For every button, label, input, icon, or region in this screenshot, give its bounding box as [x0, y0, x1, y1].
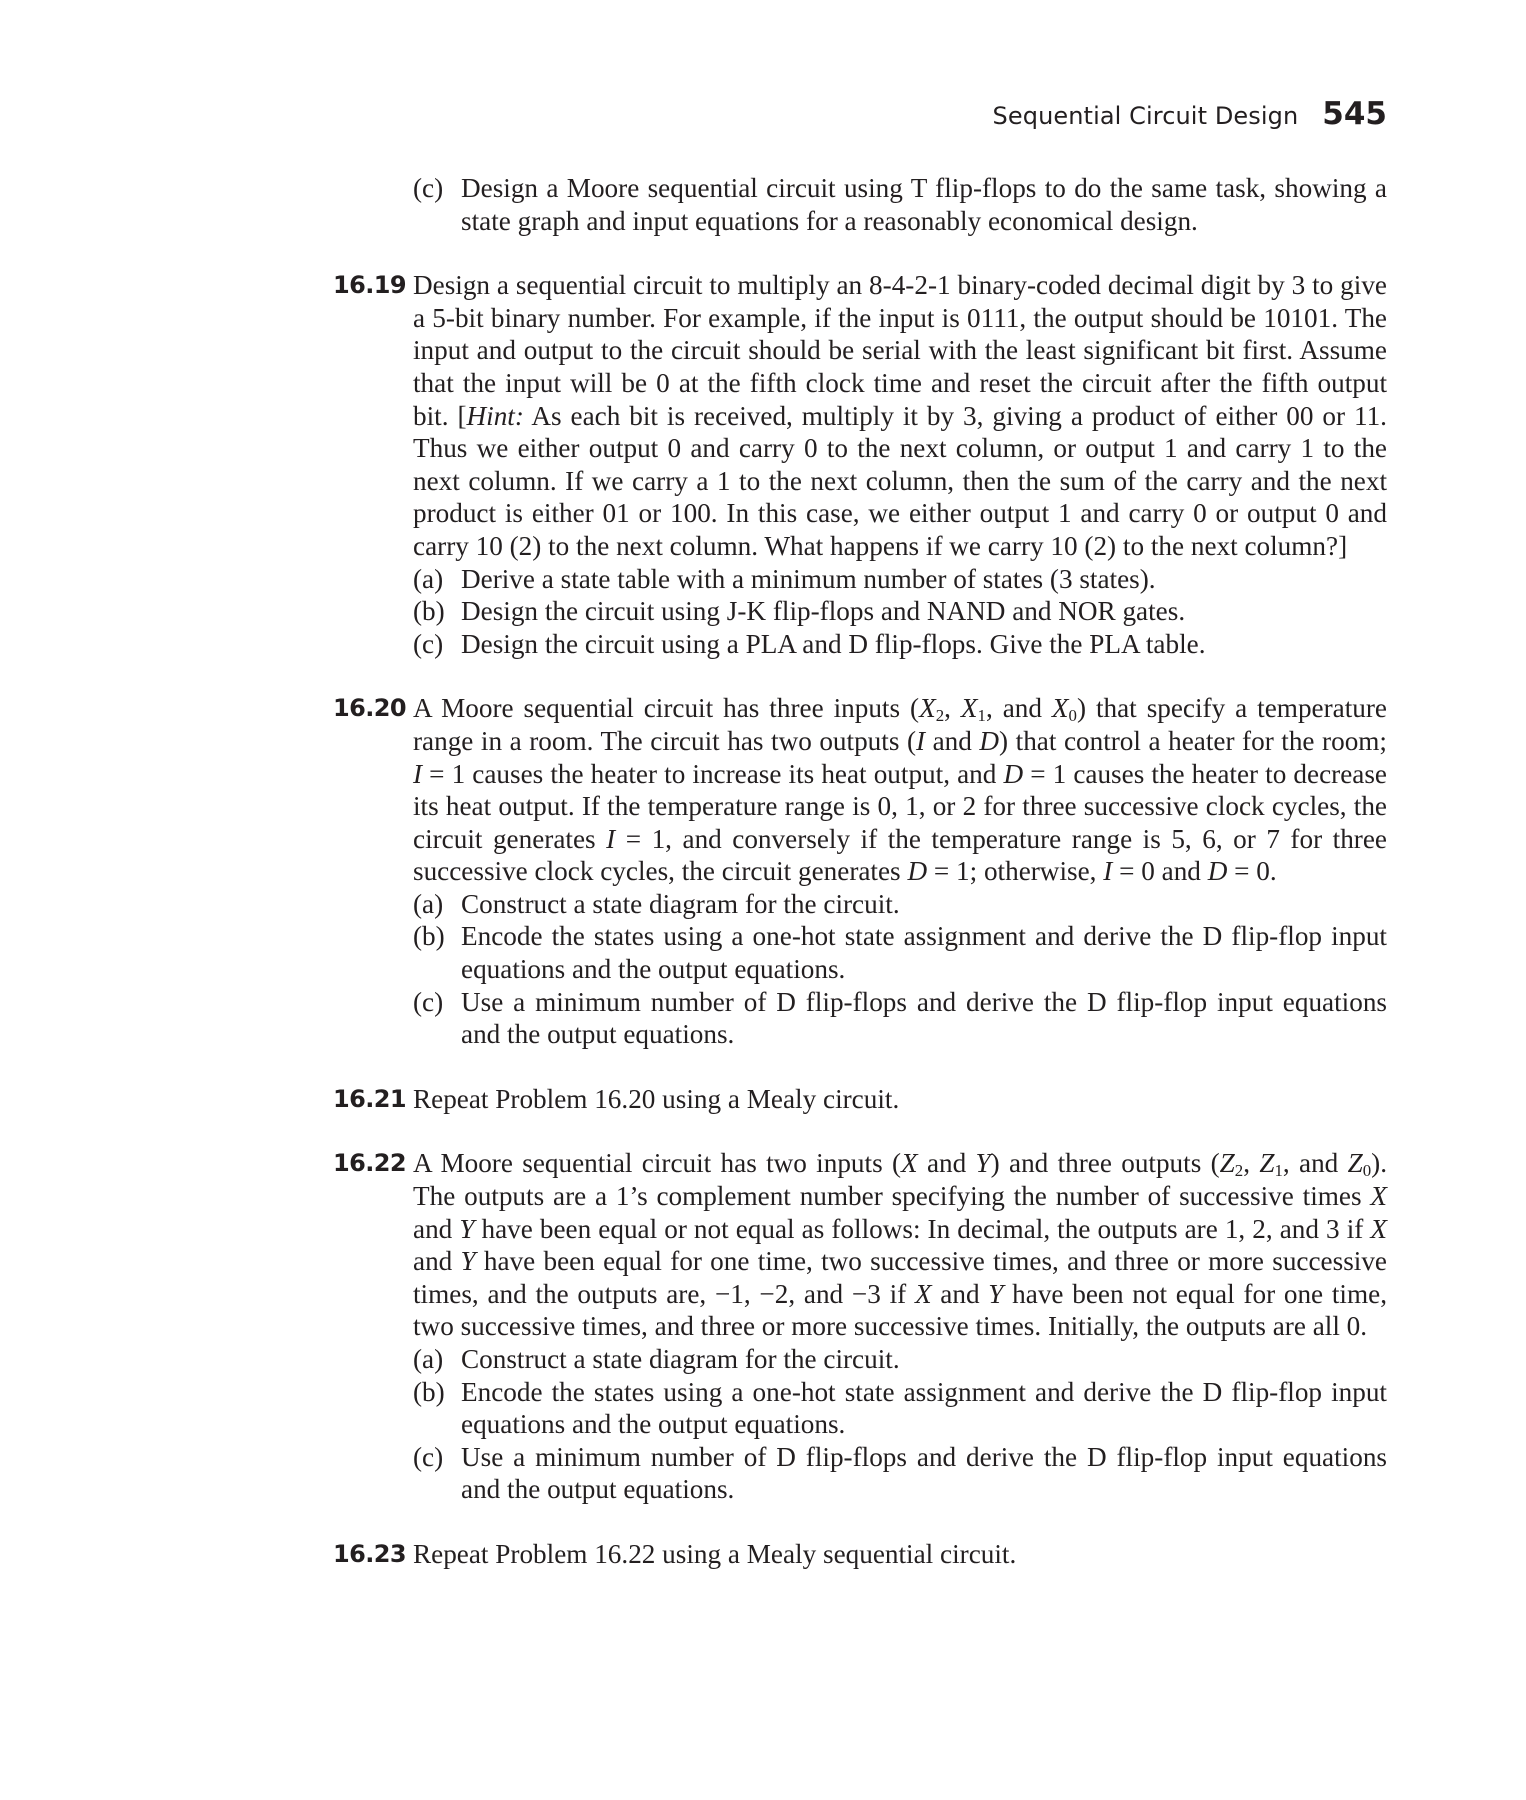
problem-16-22 [333, 1147, 1387, 1506]
problem-number: 16.23 [333, 1539, 406, 1568]
problem-statement: A Moore sequential circuit has two inputs (X and Y) and three outputs ($Z_2$, $Z_1$, and $Z_0$). The outputs are a 1’s complement number specifying the number of successive times X and Y have been equal or not equal as follows: In decimal, the outputs are 1, 2, and 3 if X and Y have been equal for one time, two successive times, and three or more successive times, and the outputs are, −1, −2, and −3 if X and Y have been not equal for one time, two successive times, and three or more successive times. Initially, the outputs are all 0. [413, 1148, 1387, 1342]
problem-number: 16.19 [333, 271, 406, 300]
subpart-b [413, 920, 1387, 985]
subpart-label: (c) [413, 986, 444, 1017]
page-content [333, 172, 1387, 1603]
subpart-text: Use a minimum number of D flip-flops and derive the D flip-flop input equations and the output equations. [461, 986, 1387, 1050]
subpart-c [413, 986, 1387, 1051]
subpart-label: (a) [413, 888, 444, 919]
problem-statement: Repeat Problem 16.22 using a Mealy sequential circuit. [413, 1538, 1017, 1569]
page-number: 545 [1322, 96, 1387, 132]
subpart-text: Construct a state diagram for the circuit. [461, 888, 900, 919]
subpart-a [413, 563, 1387, 596]
subpart-text: Encode the states using a one-hot state assignment and derive the D flip-flop input equations and the output equations. [461, 1376, 1387, 1440]
subpart-text: Design the circuit using J-K flip-flops and NAND and NOR gates. [461, 596, 1186, 627]
problem-16-19 [333, 269, 1387, 660]
problem-16-20 [333, 692, 1387, 1051]
problem-number: 16.20 [333, 694, 406, 723]
subpart-label: (b) [413, 596, 445, 627]
statement-text: As each bit is received, multiply it by 3, giving a product of either 00 or 11. Thus we either output 0 and carry 0 to the next column, or output 1 and carry 1 to the next column. If we carry a 1 to the next column, then the sum of the carry and the next product is either 01 or 100. In this case, we either output 1 and carry 0 or output 0 and carry 10 (2) to the next column. What happens if we carry 10 (2) to the next column?] [413, 400, 1387, 561]
subpart-label: (b) [413, 1376, 445, 1407]
running-header [993, 96, 1387, 132]
subpart-text: Design the circuit using a PLA and D flip-flops. Give the PLA table. [461, 628, 1206, 659]
subpart-a [413, 1343, 1387, 1376]
problem-statement: Repeat Problem 16.20 using a Mealy circuit. [413, 1083, 900, 1114]
subpart-text: Encode the states using a one-hot state assignment and derive the D flip-flop input equations and the output equations. [461, 921, 1387, 985]
problem-16-23 [333, 1538, 1387, 1571]
subpart-label: (b) [413, 921, 445, 952]
subpart-label: (a) [413, 563, 444, 594]
subpart-c [413, 1441, 1387, 1506]
statement-text: Design a sequential circuit to multiply an 8-4-2-1 binary-coded decimal digit by 3 to give a 5-bit binary number. For example, if the input is 0111, the output should be 10101. The input and output to the circuit should be serial with the least significant bit first. Assume that the input will be 0 at the fifth clock time and reset the circuit after the fifth output bit. [ [413, 270, 1387, 431]
subpart-text: Design a Moore sequential circuit using T flip-flops to do the same task, showing a state graph and input equations for a reasonably economical design. [461, 173, 1387, 236]
subpart-label: (c) [413, 1441, 444, 1472]
subpart-c [413, 172, 1387, 237]
subpart-c [413, 628, 1387, 661]
hint-label: Hint: [466, 400, 524, 431]
problem-number: 16.21 [333, 1084, 406, 1113]
problem-number: 16.22 [333, 1149, 406, 1178]
subpart-text: Derive a state table with a minimum number of states (3 states). [461, 563, 1156, 594]
running-title: Sequential Circuit Design [992, 102, 1299, 130]
subpart-text: Construct a state diagram for the circuit. [461, 1344, 900, 1374]
subpart-label: (c) [413, 173, 444, 203]
problem-statement: A Moore sequential circuit has three inputs ($X_2$, $X_1$, and $X_0$) that specify a temperature range in a room. The circuit has two outputs (I and D) that control a heater for the room; I = 1 causes the heater to increase its heat output, and D = 1 causes the heater to decrease its heat output. If the temperature range is 0, 1, or 2 for three successive clock cycles, the circuit generates I = 1, and conversely if the temperature range is 5, 6, or 7 for three successive clock cycles, the circuit generates D = 1; otherwise, I = 0 and D = 0. [413, 693, 1387, 887]
problem-statement [413, 269, 1387, 562]
subpart-label: (a) [413, 1344, 444, 1374]
problem-16-21 [333, 1083, 1387, 1116]
subpart-label: (c) [413, 628, 444, 659]
subpart-text: Use a minimum number of D flip-flops and derive the D flip-flop input equations and the output equations. [461, 1441, 1387, 1505]
continuation-block [333, 172, 1387, 237]
subpart-a [413, 888, 1387, 921]
subpart-b [413, 1376, 1387, 1441]
subpart-b [413, 595, 1387, 628]
